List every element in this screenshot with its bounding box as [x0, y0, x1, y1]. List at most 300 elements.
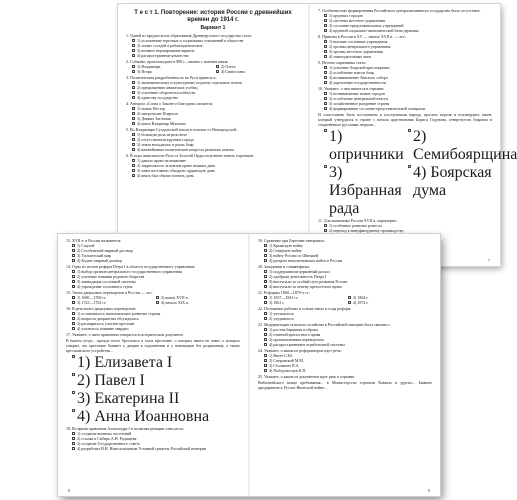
answer-label: 4) Святослава: [221, 69, 245, 74]
answer-label: 4) разгром наполеоновских войск в России: [269, 258, 343, 263]
answer-label: 2) митрополит Иларион: [137, 111, 178, 116]
answer-option[interactable]: [216, 69, 300, 74]
answer-checkbox[interactable]: [324, 29, 327, 32]
answer-label: 1) поддерживали церковный раскол: [269, 269, 330, 274]
answer-checkbox[interactable]: [348, 296, 351, 299]
answer-label: 2) закреплялось за князем право взимать дань: [137, 163, 216, 168]
answer-checkbox[interactable]: [264, 259, 267, 262]
answer-label: 3) ханы постоянно обходили ордынскую дань: [137, 168, 215, 173]
answer-checkbox[interactable]: [132, 91, 135, 94]
answer-label: 3) промышленным переворотом: [269, 337, 324, 342]
answer-label: 2) ослабление центральной власти: [329, 96, 388, 101]
answer-checkbox[interactable]: [324, 165, 327, 168]
answer-checkbox[interactable]: [132, 117, 135, 120]
answer-checkbox[interactable]: [72, 327, 75, 330]
answer-checkbox[interactable]: [72, 432, 75, 435]
answer-option[interactable]: [324, 106, 492, 111]
question: [126, 101, 300, 126]
page-9: [250, 234, 440, 496]
answer-option[interactable]: [72, 446, 240, 451]
answer-checkbox[interactable]: [72, 322, 75, 325]
answer-checkbox[interactable]: [264, 312, 267, 315]
question-text: 7. Особенностью формирования Российского централизованного государства было отсутствие:: [318, 8, 481, 13]
answer-options: [258, 311, 432, 321]
answer-checkbox[interactable]: [132, 65, 135, 68]
answer-options: [258, 269, 432, 289]
answer-checkbox[interactable]: [72, 442, 75, 445]
answer-label: 3) хозяйственное разорение страны: [329, 101, 390, 106]
question-list: [318, 8, 492, 111]
answer-option[interactable]: [324, 28, 492, 33]
answer-checkbox[interactable]: [264, 317, 267, 320]
name-options: [66, 354, 240, 426]
answer-checkbox[interactable]: [132, 86, 135, 89]
answer-checkbox[interactable]: [132, 70, 135, 73]
answer-checkbox[interactable]: [324, 50, 327, 53]
answer-checkbox[interactable]: [264, 280, 267, 283]
answer-option[interactable]: [264, 300, 348, 305]
question: [258, 374, 432, 379]
page-number: 7: [488, 258, 490, 263]
answer-label: 1) 1837—1841 гг.: [269, 295, 299, 300]
question: [318, 8, 492, 33]
answer-checkbox[interactable]: [132, 169, 135, 172]
answer-label: 4) важнейшими политические вопросы решались князем: [137, 147, 235, 152]
question-text: 22. Положение рабочих в основе начал в годы реформ:: [258, 306, 352, 311]
question-text: 23. Модернизация сельского хозяйства в Российской империи была связана с:: [258, 322, 391, 327]
answer-option[interactable]: [72, 390, 240, 408]
question: [258, 322, 432, 347]
answer-label: 3) Столыпин П.А.: [269, 363, 300, 368]
document-passage: И сопоставить быть послушным и послушными народу, просить короля и подтвердить закон, который утвердился в стране с начала царствования Бориса Годунова, отвергнутого боярами и сохранённого русскими людьми...: [318, 112, 492, 127]
answer-label: 2) ослабление власти бояр: [329, 70, 374, 75]
question-list: [258, 238, 432, 379]
answer-checkbox[interactable]: [132, 133, 135, 136]
answer-checkbox[interactable]: [264, 343, 267, 346]
question: [66, 426, 240, 451]
page-number: 9: [428, 488, 430, 493]
answer-checkbox[interactable]: [324, 40, 327, 43]
answer-options: [66, 295, 240, 305]
answer-label: 3) органы местного управления: [329, 49, 383, 54]
answer-label: 2) органы центрального управления: [329, 44, 391, 49]
answer-checkbox[interactable]: [132, 174, 135, 177]
answer-label: 2) ссылка в Сибирь А.Н. Радищева: [77, 436, 137, 441]
answer-label: 1) возникновение новых городов: [329, 91, 385, 96]
question: [66, 290, 240, 305]
answer-label: 1) 1690—1700 гг.: [77, 295, 107, 300]
answer-option[interactable]: [324, 80, 492, 85]
page-6: [118, 4, 308, 266]
answer-checkbox[interactable]: [324, 107, 327, 110]
answer-checkbox[interactable]: [324, 66, 327, 69]
answer-checkbox[interactable]: [324, 129, 327, 132]
answer-option[interactable]: [132, 69, 216, 74]
answer-label: 3) Избранная рада: [329, 164, 402, 217]
question-text: 19. Сражение при Березине завершило:: [258, 238, 326, 243]
question-text: 25. Укажите, о каком из документов идет речь в отрывке:: [258, 374, 356, 379]
answer-label: 4) распространением отработочной системы: [269, 342, 345, 347]
answer-checkbox[interactable]: [264, 338, 267, 341]
answer-checkbox[interactable]: [132, 159, 135, 162]
answer-option[interactable]: [132, 121, 300, 126]
answer-checkbox[interactable]: [264, 270, 267, 273]
question: [258, 348, 432, 373]
answer-checkbox[interactable]: [132, 44, 135, 47]
answer-checkbox[interactable]: [132, 39, 135, 42]
answer-label: 4) князь Владимир Мономах: [137, 121, 186, 126]
answer-checkbox[interactable]: [132, 148, 135, 151]
bottom-book-spread: [58, 234, 440, 496]
answer-options: [258, 353, 432, 373]
question: [258, 306, 432, 321]
answer-label: 1) Крымскую войну: [269, 243, 304, 248]
answer-checkbox[interactable]: [216, 65, 219, 68]
question: [66, 264, 240, 289]
answer-label: 2) усиление влияния родового боярства: [77, 274, 145, 279]
answer-checkbox[interactable]: [72, 409, 75, 412]
answer-label: 3) Игоря: [137, 69, 152, 74]
question-text: 16. В результате дворцовых переворотов:: [66, 306, 137, 311]
answer-option[interactable]: [324, 54, 492, 59]
answer-label: 4) Анна Иоанновна: [77, 408, 210, 425]
question: [126, 75, 300, 100]
answer-checkbox[interactable]: [132, 122, 135, 125]
answer-label: 3) войну России со Швецией: [269, 253, 319, 258]
answer-label: 1) усложнение торговых и социальных отношений в обществе: [137, 38, 244, 43]
answer-label: 3) Тильзитский мир: [77, 253, 111, 258]
answer-label: 1) Елизавета I: [77, 354, 173, 371]
answer-label: 4) формирование сословно-представительной монархии: [329, 106, 425, 111]
answer-label: 4) учреждение сословного строя: [77, 284, 133, 289]
answer-option[interactable]: [72, 372, 240, 390]
answer-label: 1) остановилось экономическое развитие страны: [77, 311, 161, 316]
answer-checkbox[interactable]: [264, 359, 267, 362]
question-text: 3. Политическая раздробленность на Руси привела к:: [126, 75, 217, 80]
question-text: 15. Эпоха дворцовых переворотов в России — это:: [66, 290, 153, 295]
answer-checkbox[interactable]: [324, 229, 327, 232]
answer-label: 3) ликвидация сословной системы: [77, 279, 136, 284]
answer-checkbox[interactable]: [324, 14, 327, 17]
question-text: 11. Для экономики России XVII в. характерно:: [318, 218, 398, 223]
answer-label: 4) 1874 г.: [353, 300, 369, 305]
question: [66, 332, 240, 337]
answer-checkbox[interactable]: [72, 270, 75, 273]
question-text: 17. Укажите, о чьем правлении говорится в историческом документе.: [66, 332, 184, 337]
answer-label: 3) расширилось участие крестьян: [77, 321, 135, 326]
answer-checkbox[interactable]: [264, 354, 267, 357]
question-text: 20. Западники и славянофилы:: [258, 264, 311, 269]
answer-label: 2) Семибоярщина: [413, 128, 517, 163]
question-text: 8. Приказы в России в XV — начале XVII в. — это:: [318, 34, 406, 39]
question-list: [66, 238, 240, 337]
answer-option[interactable]: [324, 128, 408, 164]
answer-option[interactable]: [408, 164, 492, 218]
page-number: 8: [68, 488, 70, 493]
question: [318, 60, 492, 85]
answer-checkbox[interactable]: [264, 275, 267, 278]
answer-option[interactable]: [264, 342, 432, 347]
answer-checkbox[interactable]: [264, 369, 267, 372]
answer-option[interactable]: [132, 147, 300, 152]
answer-checkbox[interactable]: [408, 129, 411, 132]
answer-checkbox[interactable]: [264, 364, 267, 367]
question-text: 2. Событие, произошедшее в 988 г., связано с именем князя:: [126, 59, 229, 64]
answer-checkbox[interactable]: [324, 97, 327, 100]
answer-checkbox[interactable]: [264, 249, 267, 252]
answer-checkbox[interactable]: [132, 54, 135, 57]
answer-label: 1) давало право на княжение: [137, 158, 186, 163]
answer-label: 4) крупной социально-экономической базы державы: [329, 28, 419, 33]
answer-label: 3) возникновение Земского собора: [329, 75, 388, 80]
answer-options: [66, 431, 240, 451]
answer-label: 3) земля находилась в руках бояр: [137, 142, 194, 147]
answer-checkbox[interactable]: [324, 76, 327, 79]
answer-option[interactable]: [72, 326, 240, 331]
answer-checkbox[interactable]: [72, 259, 75, 262]
answer-checkbox[interactable]: [156, 296, 159, 299]
question: [66, 306, 240, 331]
answer-label: 2) Столбовский мирный договор: [77, 248, 133, 253]
answer-label: 4) законодательные акты: [329, 54, 372, 59]
answer-label: 3) выступали за особый путь развития России: [269, 279, 348, 284]
answer-label: 1) Витте С.Ю.: [269, 353, 294, 358]
answer-options: [66, 243, 240, 263]
answer-label: 2) Олега: [221, 64, 236, 69]
answer-checkbox[interactable]: [72, 275, 75, 278]
answer-checkbox[interactable]: [72, 244, 75, 247]
answer-label: 2) вопросы дворянства обсуждались: [77, 316, 139, 321]
document-passage: Вибалтийского конца пребывания... в Министерство торговли Кавказа и других... Бывшее предприятие к Русско-Японской войне...: [258, 380, 432, 390]
answer-option[interactable]: [72, 408, 240, 426]
answer-label: 2) Павел I: [77, 372, 145, 389]
answer-options: [126, 106, 300, 126]
answer-checkbox[interactable]: [324, 102, 327, 105]
answer-checkbox[interactable]: [72, 373, 75, 376]
answer-checkbox[interactable]: [348, 301, 351, 304]
answer-checkbox[interactable]: [324, 71, 327, 74]
answer-label: 2) Северную войну: [269, 248, 302, 253]
answer-label: 2) ухудшилось: [269, 316, 294, 321]
answer-label: 1) создание военных поселений: [77, 431, 132, 436]
answer-label: 2) конец XVII в.: [161, 295, 189, 300]
question-list: [126, 33, 300, 178]
answer-checkbox[interactable]: [216, 70, 219, 73]
answer-checkbox[interactable]: [264, 333, 267, 336]
answer-checkbox[interactable]: [72, 391, 75, 394]
answer-checkbox[interactable]: [324, 224, 327, 227]
question: [126, 59, 300, 74]
question: [126, 127, 300, 152]
answer-checkbox[interactable]: [264, 296, 267, 299]
answer-checkbox[interactable]: [132, 143, 135, 146]
answer-checkbox[interactable]: [132, 49, 135, 52]
answer-options: [126, 38, 300, 58]
answer-checkbox[interactable]: [324, 45, 327, 48]
answer-option[interactable]: [72, 354, 240, 372]
question-18: [66, 426, 240, 451]
answer-options: [258, 295, 432, 305]
question-text: 5. Во Владимиро-Суздальской земли в отличие от Новгородской:: [126, 127, 237, 132]
answer-checkbox[interactable]: [72, 312, 75, 315]
answer-label: 4) князь был обязан платить дань: [137, 173, 194, 178]
answer-option[interactable]: [132, 95, 300, 100]
answer-options: [126, 64, 300, 74]
answer-label: 3) Екатерина II: [77, 390, 180, 407]
answer-label: 2) 1864 г.: [353, 295, 369, 300]
answer-checkbox[interactable]: [264, 301, 267, 304]
answer-label: 2) отменой крепостного права: [269, 332, 321, 337]
question: [258, 264, 432, 289]
question-text: 24. Укажите, о каком из реформаторов идет речь:: [258, 348, 342, 353]
answer-label: 4) Победоносцев К.П.: [269, 368, 307, 373]
question-text: 6. В годы зависимости Руси от Золотой Орды получение земель торговцев:: [126, 153, 254, 158]
answer-option[interactable]: [264, 258, 432, 263]
answer-options: [126, 158, 300, 178]
answer-checkbox[interactable]: [72, 447, 75, 450]
answer-checkbox[interactable]: [132, 138, 135, 141]
answer-label: 1) улучшилось: [269, 311, 295, 316]
answer-label: 4) укрепление государственности: [329, 80, 387, 85]
answer-options: [258, 243, 432, 263]
answer-checkbox[interactable]: [72, 280, 75, 283]
answer-checkbox[interactable]: [72, 296, 75, 299]
answer-label: 1) крупных городов: [329, 13, 363, 18]
answer-option[interactable]: [132, 53, 300, 58]
answer-label: 4) выступали за отмену крепостного права: [269, 284, 342, 289]
answer-label: 3) Даниил Заточник: [137, 116, 171, 121]
answer-grid: [318, 128, 517, 218]
answer-checkbox[interactable]: [132, 107, 135, 110]
answer-checkbox[interactable]: [324, 24, 327, 27]
answer-label: 2) одобряли деятельность Петра I: [269, 274, 327, 279]
question: [66, 238, 240, 263]
answer-label: 3) сословно-представительных учреждений: [329, 23, 404, 28]
answer-label: 1) Смутой: [77, 243, 95, 248]
answer-options: [258, 327, 432, 347]
answer-label: 3) 1725—1762 гг.: [77, 300, 107, 305]
question: [318, 86, 492, 111]
answer-options: [66, 311, 240, 331]
page-7: [310, 4, 517, 266]
answer-option[interactable]: [348, 300, 432, 305]
answer-label: 4) единству государства: [137, 95, 178, 100]
answer-checkbox[interactable]: [324, 55, 327, 58]
answer-options: [126, 80, 300, 100]
answer-checkbox[interactable]: [72, 254, 75, 257]
document-passage: В нашем уезде... прежде всего бросились в глаза крестьяне, о которых никто не знает, о которых говорят, что крестьяне бывают у дворян в подчинении и у помещиков без разрешения, а также крестьянского устройства...: [66, 338, 240, 353]
answer-checkbox[interactable]: [132, 96, 135, 99]
question-text: 14. Одно из итогов реформ Петра I в области государственного управления:: [66, 264, 196, 269]
answer-label: 2) переход к мануфактурному производству: [329, 228, 404, 233]
answer-label: 1) ростом барщины и оброка: [269, 327, 319, 332]
answer-label: 2) Сперанский М.М.: [269, 358, 304, 363]
answer-option[interactable]: [264, 368, 432, 373]
answer-label: 2) захват соседей в рабовладельческие: [137, 43, 203, 48]
test-title: Т е с т 1. Повторение: история России с древнейших времен до 1914 г.: [134, 10, 292, 23]
answer-options: [66, 269, 240, 289]
answer-option[interactable]: [72, 284, 240, 289]
answer-label: 1) высшие сословные учреждения: [329, 39, 388, 44]
answer-checkbox[interactable]: [264, 244, 267, 247]
answer-label: 1) опричники: [329, 128, 404, 163]
answer-option[interactable]: [324, 164, 408, 218]
question-text: 18. Во время правления Александра I в политике реакции относится:: [66, 426, 184, 431]
answer-label: 4) распространение язычества: [137, 53, 189, 58]
answer-checkbox[interactable]: [72, 301, 75, 304]
question: [126, 33, 300, 58]
answer-label: 2) системы местного управления: [329, 18, 386, 23]
answer-label: 4) разработка Н.Н. Новосильцевым Уставной грамоты Российской империи: [77, 446, 207, 451]
answer-label: 1) Владимира: [137, 64, 161, 69]
answer-options: [318, 65, 492, 85]
question-text: 21. Реформы 1860—1870-х гг.:: [258, 290, 311, 295]
answer-option[interactable]: [72, 300, 156, 305]
answer-option[interactable]: [132, 173, 300, 178]
answer-checkbox[interactable]: [72, 249, 75, 252]
answer-checkbox[interactable]: [72, 355, 75, 358]
variant-title: Вариант 1: [200, 25, 226, 31]
answer-label: 4) Кодекс мирный договор: [77, 258, 123, 263]
answer-label: 2) отсутствовали крупные города: [137, 137, 194, 142]
answer-checkbox[interactable]: [132, 164, 135, 167]
answer-label: 3) 1861 г.: [269, 300, 285, 305]
answer-checkbox[interactable]: [264, 285, 267, 288]
answer-checkbox[interactable]: [156, 301, 159, 304]
answer-checkbox[interactable]: [324, 19, 327, 22]
question-text: 1. Одной из предпосылок образования Древнерусского государства стало:: [126, 33, 253, 38]
answer-label: 1) монах Нестор: [137, 106, 166, 111]
answer-option[interactable]: [72, 258, 240, 263]
answer-options: [126, 132, 300, 152]
answer-label: 3) усилению обороноспособности: [137, 90, 196, 95]
answer-option[interactable]: [156, 300, 240, 305]
answer-option[interactable]: [264, 316, 432, 321]
answer-checkbox[interactable]: [408, 165, 411, 168]
answer-label: 4) начало XIX в.: [161, 300, 189, 305]
answer-checkbox[interactable]: [132, 81, 135, 84]
question-text: 13. XVII в. в России называется:: [66, 238, 122, 243]
answer-checkbox[interactable]: [264, 254, 267, 257]
answer-label: 2) прекращению княжеских усобиц: [137, 85, 198, 90]
page-8: [58, 234, 248, 496]
answer-option[interactable]: [408, 128, 517, 164]
answer-checkbox[interactable]: [324, 81, 327, 84]
answer-label: 1) большую роль играло вече: [137, 132, 187, 137]
answer-checkbox[interactable]: [72, 285, 75, 288]
answer-label: 1) усиление боярской аристократии: [329, 65, 390, 70]
answer-checkbox[interactable]: [324, 92, 327, 95]
question-text: 10. Укажите, о чем пишется в отрывке:: [318, 86, 385, 91]
question: [258, 290, 432, 305]
top-book-spread: [118, 4, 517, 266]
answer-checkbox[interactable]: [72, 317, 75, 320]
answer-label: 1) экономическому и культурному подъему отдельных земель: [137, 80, 243, 85]
answer-options: [318, 39, 492, 59]
question-text: 4. Автором «Слова о Законе и благодати» является:: [126, 101, 214, 106]
question-text: 9. Итогом опричнины стало:: [318, 60, 367, 65]
answer-options: [318, 13, 492, 33]
answer-checkbox[interactable]: [72, 437, 75, 440]
answer-checkbox[interactable]: [132, 112, 135, 115]
answer-label: 1) выбор органов центрального государственного управления: [77, 269, 183, 274]
answer-label: 3) военное нормирование варягов: [137, 48, 195, 53]
answer-options: [318, 91, 492, 111]
question: [258, 238, 432, 263]
answer-label: 3) создание Государственного совета: [77, 441, 140, 446]
answer-option[interactable]: [264, 284, 432, 289]
answer-checkbox[interactable]: [264, 328, 267, 331]
